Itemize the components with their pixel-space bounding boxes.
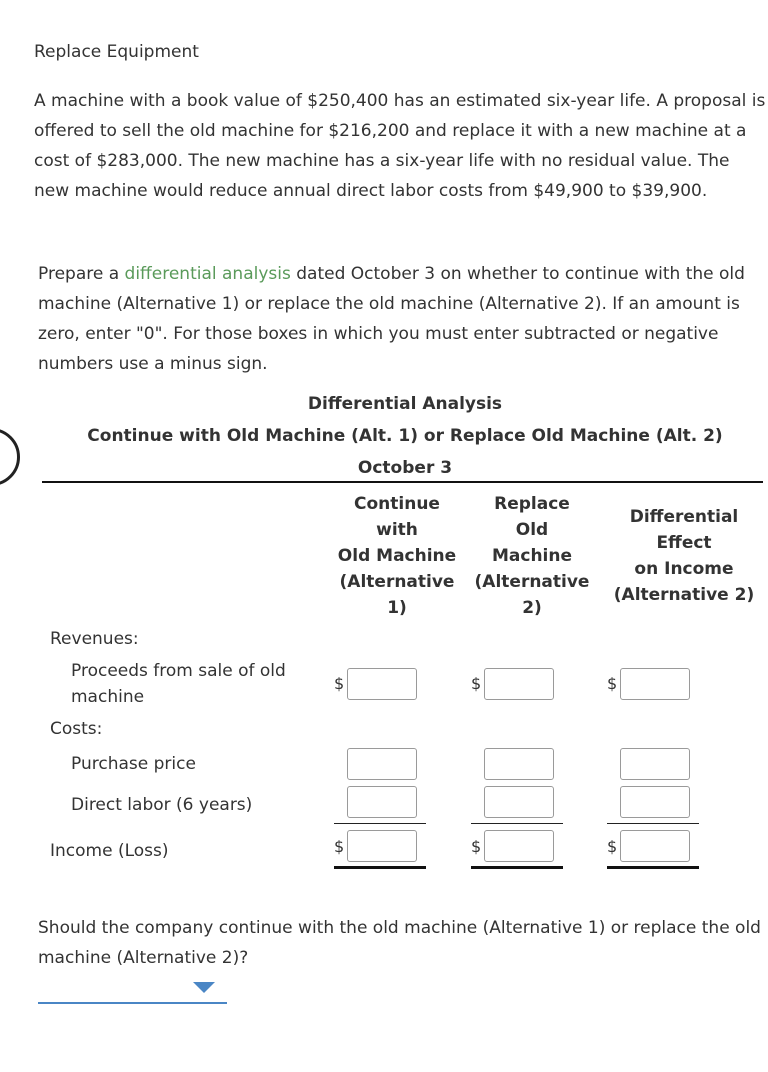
row-label-purchase-price: Purchase price xyxy=(71,754,196,774)
proceeds-line: Proceeds from sale of old xyxy=(71,661,286,681)
table-date: October 3 xyxy=(357,458,453,478)
differential-analysis-link[interactable]: differential analysis xyxy=(124,264,291,284)
total-double-rule xyxy=(471,866,563,869)
table-subtitle: Continue with Old Machine (Alt. 1) or Replace Old Machine (Alt. 2) xyxy=(87,426,723,446)
dollar-sign: $ xyxy=(471,674,482,693)
dollar-sign: $ xyxy=(334,837,345,856)
total-double-rule xyxy=(607,866,699,869)
proceeds-alt1-input[interactable] xyxy=(347,668,417,700)
col3-line: Effect xyxy=(656,533,712,553)
instructions xyxy=(38,259,766,379)
purchase-alt2-input[interactable] xyxy=(484,748,554,780)
decision-dropdown[interactable] xyxy=(38,972,227,1004)
row-label-income: Income (Loss) xyxy=(50,841,169,861)
row-label-costs: Costs: xyxy=(50,719,103,739)
column-header-alternative-1 xyxy=(333,491,461,621)
chevron-down-icon xyxy=(193,982,215,993)
income-differential-input[interactable] xyxy=(620,830,690,862)
page-title: Replace Equipment xyxy=(34,42,199,62)
col3-line: (Alternative 2) xyxy=(613,585,755,605)
col1-line: (Alternative xyxy=(339,572,455,592)
instructions-prefix: Prepare a xyxy=(38,264,125,284)
col1-line: 1) xyxy=(387,598,407,618)
dollar-sign: $ xyxy=(471,837,482,856)
subtotal-rule xyxy=(334,823,426,824)
total-double-rule xyxy=(334,866,426,869)
col1-line: Continue xyxy=(354,494,440,514)
column-header-differential xyxy=(606,504,762,608)
dollar-sign: $ xyxy=(607,674,618,693)
problem-text: A machine with a book value of $250,400 has an estimated six-year life. A proposal is offered to sell the old machine for $216,200 and replace it with a new machine at a cost of $283,000. The new machine has a six-year life with no residual value. The new machine would reduce annual direct labor costs from $49,900 to $39,900. xyxy=(34,91,766,201)
col2-line: (Alternative xyxy=(474,572,590,592)
col2-line: Replace xyxy=(494,494,570,514)
labor-alt2-input[interactable] xyxy=(484,786,554,818)
income-alt1-input[interactable] xyxy=(347,830,417,862)
labor-alt1-input[interactable] xyxy=(347,786,417,818)
dollar-sign: $ xyxy=(334,674,345,693)
col2-line: 2) xyxy=(522,598,542,618)
purchase-differential-input[interactable] xyxy=(620,748,690,780)
purchase-alt1-input[interactable] xyxy=(347,748,417,780)
table-title: Differential Analysis xyxy=(307,394,503,414)
proceeds-line: machine xyxy=(71,687,145,707)
table-top-rule xyxy=(42,481,763,483)
instructions-suffix: dated October 3 on whether to continue with the old machine (Alternative 1) or replace the old machine (Alternative 2). If an amount is zero, enter "0". For those boxes in which you must enter subtracted or negative numbers use a minus sign. xyxy=(38,264,745,374)
col2-line: Old xyxy=(515,520,549,540)
labor-differential-input[interactable] xyxy=(620,786,690,818)
col3-line: Differential xyxy=(629,507,739,527)
subtotal-rule xyxy=(607,823,699,824)
dollar-sign: $ xyxy=(607,837,618,856)
col3-line: on Income xyxy=(634,559,734,579)
row-label-proceeds xyxy=(71,658,321,710)
proceeds-differential-input[interactable] xyxy=(620,668,690,700)
col1-line: with xyxy=(376,520,418,540)
subtotal-rule xyxy=(471,823,563,824)
col1-line: Old Machine xyxy=(337,546,457,566)
decision-question: Should the company continue with the old machine (Alternative 1) or replace the old machine (Alternative 2)? xyxy=(38,918,761,968)
row-label-direct-labor: Direct labor (6 years) xyxy=(71,795,253,815)
proceeds-alt2-input[interactable] xyxy=(484,668,554,700)
col2-line: Machine xyxy=(491,546,573,566)
column-header-alternative-2 xyxy=(470,491,594,621)
income-alt2-input[interactable] xyxy=(484,830,554,862)
row-label-revenues: Revenues: xyxy=(50,629,139,649)
